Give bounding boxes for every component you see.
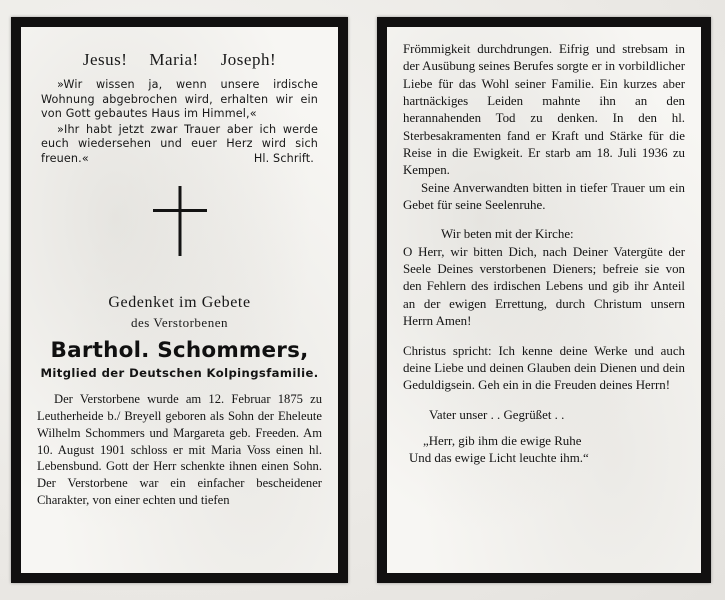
left-page-content: [21, 27, 338, 519]
closing-couplet: [403, 433, 685, 468]
christ-speaks: Christus spricht: Ich kenne deine Werke und auch deine Liebe und deinen Glauben dein Dienen und dein Geduldigsein. Geh ein in die Freuden deines Herrn!: [403, 343, 685, 393]
spacer-2: [403, 331, 685, 343]
right-page-content: [387, 27, 701, 478]
biography-continued: Frömmigkeit durchdrungen. Eifrig und strebsam in der Ausübung seines Berufes sorgte er in vorbildlicher Liebe für das Wohl seiner Familie. Ein kurzes aber hartnäckiges Leiden mahnte ihn an den herannahenden Tod zu denken. In den hl. Sterbesakramenten fand er Kraft und Stärke für die Reise in die Ewigkeit. Er starb am 18. Juli 1936 zu Kempen.: [403, 42, 685, 178]
cross-vertical-bar: [178, 186, 181, 256]
right-page-card: [377, 17, 711, 583]
deceased-name: Barthol. Schommers,: [50, 338, 309, 364]
prayer-body: O Herr, wir bitten Dich, nach Deiner Vatergüte der Seele Deines verstorbenen Dieners; befreie sie von den Fehlern des irdischen Lebens und gib ihr Anteil an der ewigen Errettung, durch Christum unsern Herrn Amen!: [403, 244, 685, 329]
spacer-4: [403, 424, 685, 433]
scripture-source: Hl. Schrift.: [253, 151, 314, 165]
invocation-joseph: Joseph!: [220, 50, 277, 69]
biography-text: Der Verstorbene wurde am 12. Februar 1875 zu Leutherheide b./ Breyell geboren als Sohn der Eheleute Wilhelm Schommers und Margareta geb. Freeden. Am 10. August 1901 schloss er mit Maria Voss einen hl. Lebensbund. Gott der Herr schenkte ihnen einen Sohn. Der Verstorbene war ein einfacher bescheidener Charakter, von einer echten und tiefen: [37, 392, 322, 507]
prayer-heading: [403, 226, 685, 243]
spacer-3: [403, 395, 685, 407]
cross-area: [37, 180, 322, 292]
biography-block: [37, 391, 322, 508]
closing-line-1: „Herr, gib ihm die ewige Ruhe: [423, 433, 582, 448]
latin-cross-icon: [152, 186, 208, 256]
spacer-1: [403, 214, 685, 226]
left-page-card: [11, 17, 348, 583]
cross-horizontal-bar: [153, 209, 207, 212]
scripture-quote-1: [41, 78, 318, 122]
right-text-block: [403, 41, 685, 468]
prayers-line: Vater unser . . Gegrüßet . .: [429, 407, 565, 422]
remember-subheading: des Verstorbenen: [131, 315, 228, 331]
remember-heading: Gedenket im Gebete: [108, 294, 251, 312]
scripture-quote-2: [41, 123, 318, 167]
invocation-line: [37, 50, 322, 70]
invocation-jesus: Jesus!: [82, 50, 128, 69]
membership-line: Mitglied der Deutschen Kolpingsfamilie.: [40, 366, 319, 381]
scripture-block: [37, 78, 322, 166]
closing-line-2: Und das ewige Licht leuchte ihm.“: [409, 451, 589, 466]
scripture-quote-2-text: »Ihr habt jetzt zwar Trauer aber ich werde euch wiedersehen und euer Herz wird sich freuen.«: [41, 122, 318, 165]
burial-request: Seine Anverwandten bitten in tiefer Trauer um ein Gebet für seine Seelenruhe.: [403, 180, 685, 213]
prayer-heading-text: Wir beten mit der Kirche:: [441, 227, 574, 242]
left-page-paper: [21, 27, 338, 573]
scripture-quote-1-text: »Wir wissen ja, wenn unsere irdische Wohnung abgebrochen wird, erhalten wir ein von Gott gebautes Haus im Himmel,«: [41, 78, 318, 121]
right-page-paper: [387, 27, 701, 573]
invocation-maria: Maria!: [149, 50, 199, 69]
